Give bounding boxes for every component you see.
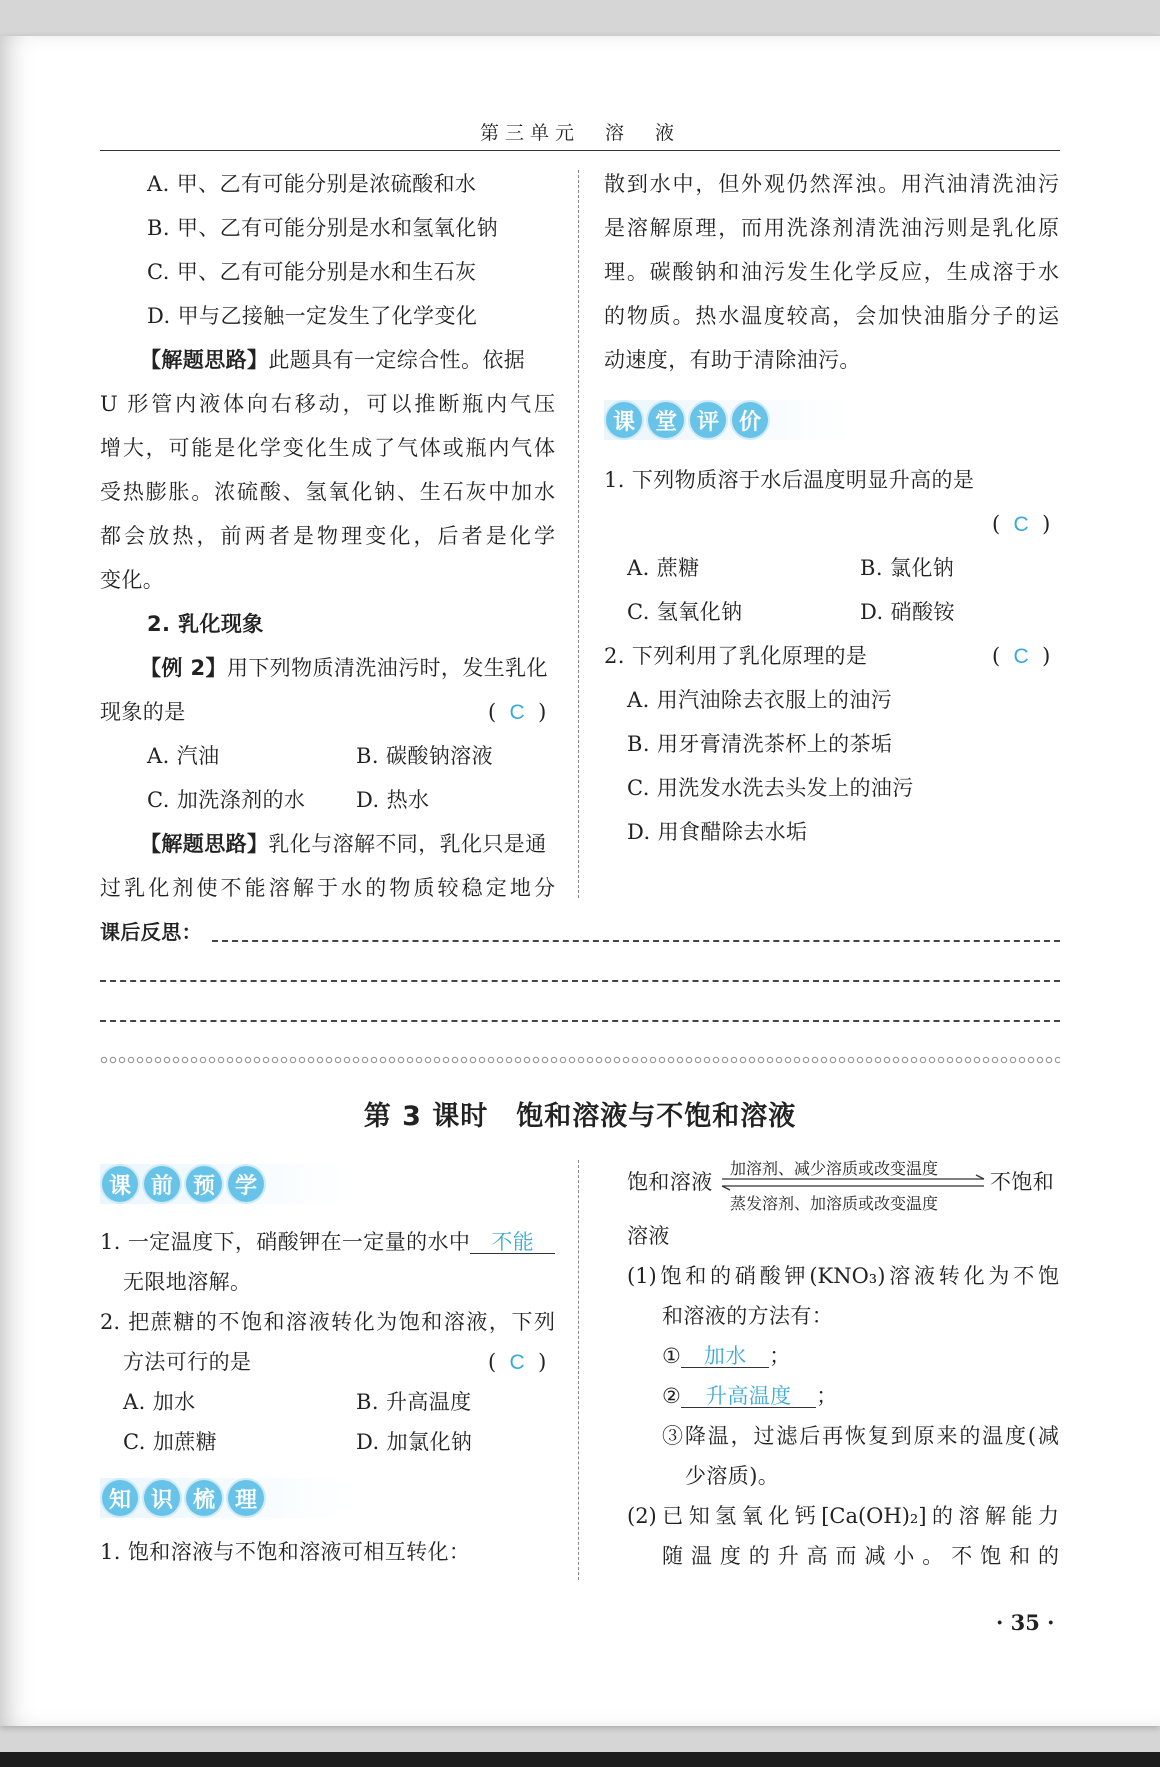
method-1 xyxy=(662,1346,791,1368)
preview-q2-option-b: B. 升高温度 xyxy=(356,1390,472,1414)
q2-option-d: D. 用食醋除去水垢 xyxy=(627,820,808,844)
continued-line: 散到水中，但外观仍然浑浊。用汽油清洗油污 xyxy=(604,172,1059,196)
analysis-text: 此题具有一定综合性。依据 xyxy=(268,348,526,372)
preview-q2-option-a: A. 加水 xyxy=(123,1390,196,1414)
viewer-bottom-bar xyxy=(0,1752,1160,1767)
conversion-right: 不饱和 xyxy=(990,1170,1055,1194)
section-badge-char: 知 xyxy=(102,1480,138,1516)
option-c: C. 甲、乙有可能分别是水和生石灰 xyxy=(147,260,477,284)
question-2: 2. 下列利用了乳化原理的是 xyxy=(604,644,868,668)
section-badge-char: 堂 xyxy=(648,402,684,438)
preview-q1-text: 1. 一定温度下，硝酸钾在一定量的水中 xyxy=(100,1230,471,1254)
page-number: · 35 · xyxy=(996,1610,1055,1635)
example2-second-line: 现象的是 xyxy=(100,700,186,724)
analysis1-line: 增大，可能是化学变化生成了气体或瓶内气体 xyxy=(100,436,555,460)
option-b: B. 甲、乙有可能分别是水和氢氧化钠 xyxy=(147,216,498,240)
q2-option-b: B. 用牙膏清洗茶杯上的茶垢 xyxy=(627,732,893,756)
section-badge-char: 学 xyxy=(228,1166,264,1202)
q2-option-c: C. 用洗发水洗去头发上的油污 xyxy=(627,776,914,800)
conversion-bottom-label: 蒸发溶剂、加溶质或改变温度 xyxy=(730,1194,939,1213)
method-1-answer: 加水 xyxy=(681,1346,769,1368)
example2-answer: C xyxy=(509,701,525,724)
continued-line: 是溶解原理，而用洗涤剂清洗油污则是乳化原 xyxy=(604,216,1059,240)
section-badge-char: 梳 xyxy=(186,1480,222,1516)
analysis2-second-line: 过乳化剂使不能溶解于水的物质较稳定地分 xyxy=(100,876,555,900)
preview-q2-option-d: D. 加氯化钠 xyxy=(356,1430,473,1454)
q1-option-b: B. 氯化钠 xyxy=(860,556,955,580)
preview-q1-suffix: 无限地溶解。 xyxy=(123,1270,252,1294)
option-d: D. 甲与乙接触一定发生了化学变化 xyxy=(147,304,478,328)
analysis-label: 【解题思路】 xyxy=(140,832,269,856)
example2-first-line xyxy=(140,658,548,679)
preview-q1-answer: 不能 xyxy=(470,1232,555,1254)
analysis1-first-line xyxy=(140,350,525,371)
analysis1-line: 受热膨胀。浓硫酸、氢氧化钠、生石灰中加水 xyxy=(100,480,555,504)
knowledge-item-1: 1. 饱和溶液与不饱和溶液可相互转化： xyxy=(100,1540,471,1564)
section-badge-char: 识 xyxy=(144,1480,180,1516)
conversion-top-label: 加溶剂、减少溶质或改变温度 xyxy=(730,1159,939,1178)
p2-first: (2)已知氢氧化钙[Ca(OH)₂]的溶解能力 xyxy=(627,1504,1059,1528)
example2-option-b: B. 碳酸钠溶液 xyxy=(356,744,493,768)
section-heading-emulsification xyxy=(147,614,264,635)
continued-line: 的物质。热水温度较高，会加快油脂分子的运 xyxy=(604,304,1059,328)
reflection-label: 课后反思： xyxy=(100,920,202,944)
preview-q2-answer: C xyxy=(509,1351,525,1374)
conversion-right-cont: 溶液 xyxy=(627,1224,670,1248)
q1-option-c: C. 氢氧化钠 xyxy=(627,600,743,624)
preview-q2-second: 方法可行的是 xyxy=(123,1350,252,1374)
analysis-label: 【解题思路】 xyxy=(140,348,269,372)
q2-option-a: A. 用汽油除去衣服上的油污 xyxy=(627,688,893,712)
column-divider xyxy=(578,1160,579,1580)
analysis1-last-line: 变化。 xyxy=(100,568,165,592)
analysis1-line: 都会放热，前两者是物理变化，后者是化学 xyxy=(100,524,555,548)
example-text: 用下列物质清洗油污时，发生乳化 xyxy=(226,656,548,680)
continued-line: 理。碳酸钠和油污发生化学反应，生成溶于水 xyxy=(604,260,1059,284)
example-label: 【例 2】 xyxy=(140,656,227,680)
p1-second: 和溶液的方法有： xyxy=(662,1304,834,1328)
wave-divider xyxy=(100,1056,1060,1064)
question-1: 1. 下列物质溶于水后温度明显升高的是 xyxy=(604,468,975,492)
method-2-num: ② xyxy=(662,1384,682,1408)
p1-first: (1)饱和的硝酸钾(KNO₃)溶液转化为不饱 xyxy=(627,1264,1059,1288)
section-badge-char: 课 xyxy=(606,402,642,438)
analysis1-line: U 形管内液体向右移动，可以推断瓶内气压 xyxy=(100,392,555,416)
reflection-line[interactable] xyxy=(212,940,1060,942)
q2-answer: C xyxy=(1013,645,1029,668)
answer-bracket: ( C ) xyxy=(992,644,1051,668)
preview-q1 xyxy=(100,1232,555,1254)
semicolon: ； xyxy=(769,1344,791,1368)
example2-option-c: C. 加洗涤剂的水 xyxy=(147,788,306,812)
section-badge-char: 评 xyxy=(690,402,726,438)
lesson-title: 第 3 课时 饱和溶液与不饱和溶液 xyxy=(363,1101,797,1132)
section-badge-char: 前 xyxy=(144,1166,180,1202)
semicolon: ； xyxy=(816,1384,838,1408)
answer-bracket: ( C ) xyxy=(488,1350,547,1374)
method-2 xyxy=(662,1386,838,1408)
column-divider xyxy=(578,170,579,898)
section-2-label: 2. 乳化现象 xyxy=(147,612,264,636)
q1-option-a: A. 蔗糖 xyxy=(627,556,700,580)
method-3-second: 少溶质)。 xyxy=(685,1464,780,1488)
method-2-answer: 升高温度 xyxy=(681,1386,816,1408)
preview-q2-option-c: C. 加蔗糖 xyxy=(123,1430,218,1454)
q1-option-d: D. 硝酸铵 xyxy=(860,600,955,624)
analysis-text: 乳化与溶解不同，乳化只是通 xyxy=(268,832,547,856)
section-badge-char: 价 xyxy=(732,402,768,438)
section-badge-char: 课 xyxy=(102,1166,138,1202)
p2-second: 随温度的升高而减小。不饱和的 xyxy=(662,1544,1059,1568)
option-a: A. 甲、乙有可能分别是浓硫酸和水 xyxy=(147,172,477,196)
running-header: 第三单元 溶 液 xyxy=(479,122,680,144)
answer-bracket: ( C ) xyxy=(488,700,547,724)
conversion-left: 饱和溶液 xyxy=(627,1170,713,1194)
section-badge-char: 理 xyxy=(228,1480,264,1516)
header-rule xyxy=(100,150,1060,151)
example2-option-a: A. 汽油 xyxy=(147,744,220,768)
continued-last-line: 动速度，有助于清除油污。 xyxy=(604,348,861,372)
reflection-line[interactable] xyxy=(100,980,1060,982)
reflection-line[interactable] xyxy=(100,1020,1060,1022)
reversible-arrow-icon xyxy=(714,1174,990,1192)
example2-option-d: D. 热水 xyxy=(356,788,430,812)
analysis2-first-line xyxy=(140,834,547,855)
method-3-first: ③降温，过滤后再恢复到原来的温度(减 xyxy=(662,1424,1059,1448)
method-1-num: ① xyxy=(662,1344,682,1368)
q1-answer: C xyxy=(1013,513,1029,536)
preview-q2-first: 2. 把蔗糖的不饱和溶液转化为饱和溶液，下列 xyxy=(100,1310,555,1334)
answer-bracket: ( C ) xyxy=(992,512,1051,536)
section-badge-char: 预 xyxy=(186,1166,222,1202)
